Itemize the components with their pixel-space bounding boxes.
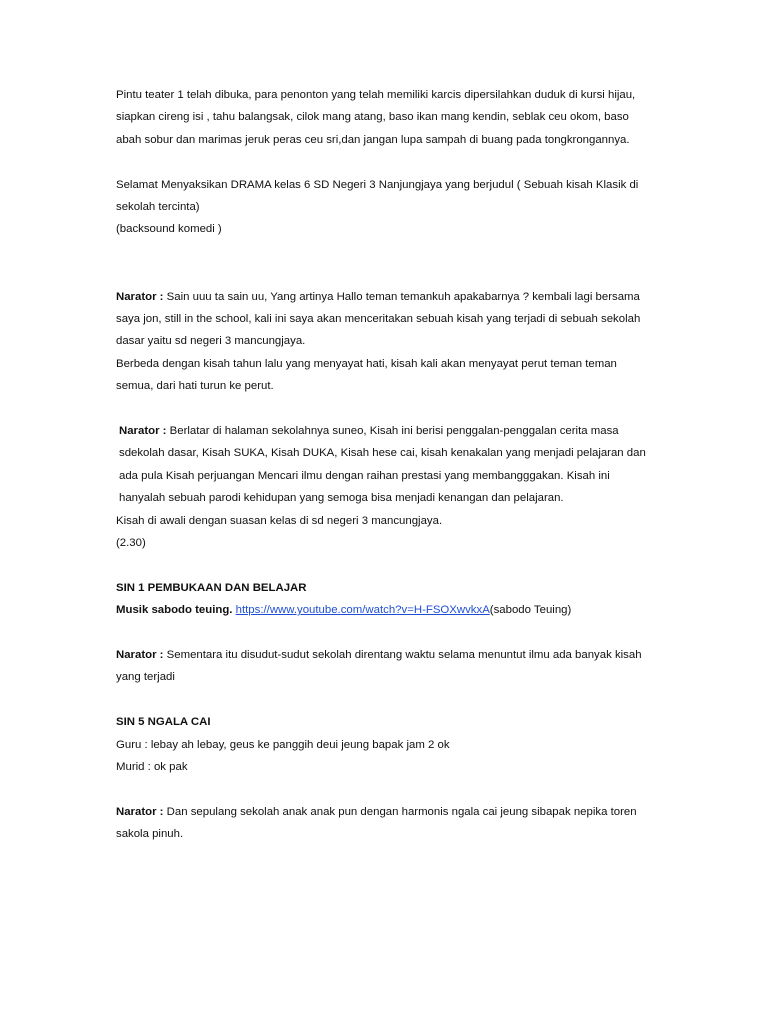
spacer xyxy=(116,779,656,801)
intro-paragraph: Pintu teater 1 telah dibuka, para penonton yang telah memiliki karcis dipersilahkan duduk di kursi hijau, siapkan cireng isi , tahu balangsak, cilok mang atang, baso ikan mang kendin, seblak ceu okom, baso abah sobur dan marimas jeruk peras ceu sri,dan jangan lupa sampah di buang pada tongkrongannya. xyxy=(116,89,636,146)
narrator-paragraph-4 xyxy=(116,801,656,846)
scene-1-title: SIN 1 PEMBUKAAN DAN BELAJAR xyxy=(116,581,307,594)
spacer xyxy=(116,689,656,711)
narrator-paragraph-1-continued: Berbeda dengan kisah tahun lalu yang menyayat hati, kisah kali akan menyayat perut teman teman semua, dari hati turun ke perut. xyxy=(116,357,617,393)
duration-note: (2.30) xyxy=(116,537,146,550)
welcome-note: (backsound komedi ) xyxy=(116,223,222,236)
welcome-paragraph: Selamat Menyaksikan DRAMA kelas 6 SD Negeri 3 Nanjungjaya yang berjudul ( Sebuah kisah Klasik di sekolah tercinta) xyxy=(116,178,639,214)
narrator-paragraph-3 xyxy=(116,644,656,689)
narrator-text: Dan sepulang sekolah anak anak pun dengan harmonis ngala cai jeung sibapak nepika toren sakola pinuh. xyxy=(116,805,637,841)
music-label: Musik sabodo teuing. xyxy=(116,604,233,617)
scene-1-music xyxy=(116,599,656,621)
narrator-label: Narator : xyxy=(116,805,164,818)
dialogue-murid: Murid : ok pak xyxy=(116,761,188,774)
spacer xyxy=(116,554,656,576)
scene-5-title: SIN 5 NGALA CAI xyxy=(116,716,211,729)
youtube-link[interactable]: https://www.youtube.com/watch?v=H-FSOXwvkxA xyxy=(235,604,490,617)
narrator-text: Berlatar di halaman sekolahnya suneo, Kisah ini berisi penggalan-penggalan cerita masa sdekolah dasar, Kisah SUKA, Kisah DUKA, Kisah hese cai, kisah kenakalan yang menjadi pelajaran dan ada pula Kisah perjuangan Mencari ilmu dengan raihan prestasi yang membangggakan. Kisah ini hanyalah sebuah parodi kehidupan yang semoga bisa menjadi kenangan dan pelajaran. xyxy=(119,425,646,505)
narrator-label: Narator : xyxy=(116,290,164,303)
spacer xyxy=(116,622,656,644)
dialogue-guru: Guru : lebay ah lebay, geus ke panggih deui jeung bapak jam 2 ok xyxy=(116,738,450,751)
narrator-text: Sementara itu disudut-sudut sekolah direntang waktu selama menuntut ilmu ada banyak kisah yang terjadi xyxy=(116,649,642,684)
spacer xyxy=(116,241,656,286)
narrator-paragraph-1 xyxy=(116,286,656,353)
spacer xyxy=(116,398,656,420)
narrator-label: Narator : xyxy=(116,649,164,662)
document-page xyxy=(116,84,656,846)
narrator-text: Sain uuu ta sain uu, Yang artinya Hallo teman temankuh apakabarnya ? kembali lagi bersama saya jon, still in the school, kali ini saya akan menceritakan sebuah kisah yang terjadi di sebuah sekolah dasar yaitu sd negeri 3 mancungjaya. xyxy=(116,290,641,348)
spacer xyxy=(116,151,656,173)
narrator-paragraph-2 xyxy=(116,420,656,510)
narrator-paragraph-2-continued: Kisah di awali dengan suasan kelas di sd negeri 3 mancungjaya. xyxy=(116,514,443,527)
music-suffix: (sabodo Teuing) xyxy=(489,604,572,617)
narrator-label: Narator : xyxy=(119,425,167,438)
